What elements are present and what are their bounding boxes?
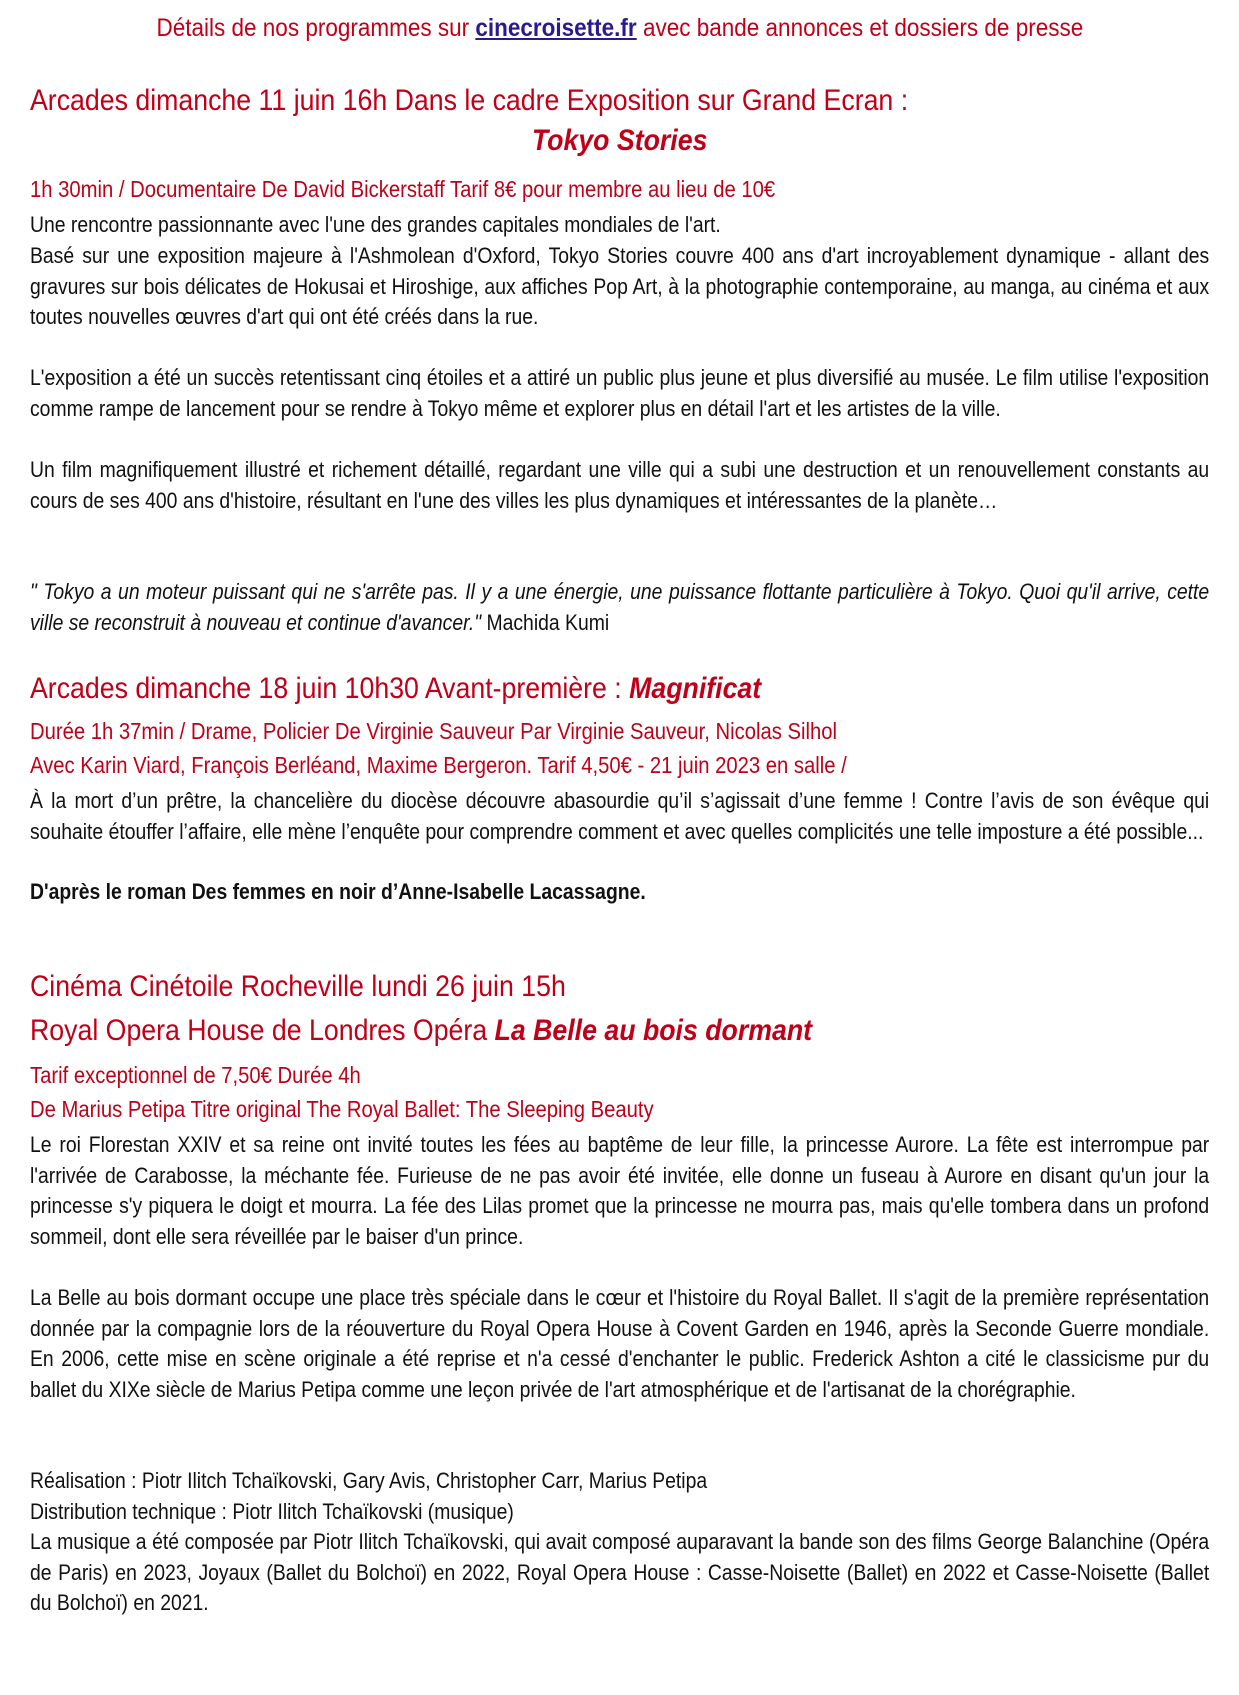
event-heading: Arcades dimanche 18 juin 10h30 Avant-première : Magnificat xyxy=(30,672,762,705)
event-details: Avec Karin Viard, François Berléand, Maxime Bergeron. Tarif 4,50€ - 21 juin 2023 en salle / xyxy=(30,752,847,778)
quote-author: Machida Kumi xyxy=(481,609,610,635)
event-heading: Cinéma Cinétoile Rocheville lundi 26 juin 15h xyxy=(30,970,566,1003)
event-details: De Marius Petipa Titre original The Royal Ballet: The Sleeping Beauty xyxy=(30,1096,654,1122)
cinecroisette-link[interactable]: cinecroisette.fr xyxy=(475,14,637,42)
event-subheading: Royal Opera House de Londres Opéra La Belle au bois dormant xyxy=(30,1014,813,1047)
event-title: Magnificat xyxy=(629,672,762,705)
event-description: À la mort d’un prêtre, la chancelière du diocèse découvre abasourdie qu’il s’agissait d’une femme ! Contre l’avis de son évêque qui souhaite étouffer l’affaire, elle mène l’enquête pour comprendre comment et avec quelles complicités une telle imposture a été possible... xyxy=(30,788,1210,844)
event-details: Durée 1h 37min / Drame, Policier De Virginie Sauveur Par Virginie Sauveur, Nicolas Silhol xyxy=(30,718,838,744)
programme-info-prefix: Détails de nos programmes sur xyxy=(156,14,476,42)
event-description: Une rencontre passionnante avec l'une des grandes capitales mondiales de l'art. xyxy=(30,212,721,237)
event-description: L'exposition a été un succès retentissant cinq étoiles et a attiré un public plus jeune et plus diversifié au musée. Le film utilise l'exposition comme rampe de lancement pour se rendre à Tokyo même et explorer plus en détail l'art et les artistes de la ville. xyxy=(30,365,1210,421)
event-quote xyxy=(30,577,1210,638)
event-credits-distribution: Distribution technique : Piotr Ilitch Tchaïkovski (musique) xyxy=(30,1499,514,1524)
programme-info-suffix: avec bande annonces et dossiers de presse xyxy=(636,14,1083,42)
quote-text: " Tokyo a un moteur puissant qui ne s'arrête pas. Il y a une énergie, une puissance flottante particulière à Tokyo. Quoi qu'il arrive, cette ville se reconstruit à nouveau et continue d'avancer." xyxy=(30,579,1210,635)
event-description: La musique a été composée par Piotr Ilitch Tchaïkovski, qui avait composé auparavant la bande son des films George Balanchine (Opéra de Paris) en 2023, Joyaux (Ballet du Bolchoï) en 2022, Royal Opera House : Casse-Noisette (Ballet) en 2022 et Casse-Noisette (Ballet du Bolchoï) en 2021. xyxy=(30,1529,1210,1616)
event-description: Basé sur une exposition majeure à l'Ashmolean d'Oxford, Tokyo Stories couvre 400 ans d'art incroyablement dynamique - allant des gravures sur bois délicates de Hokusai et Hiroshige, aux affiches Pop Art, à la photographie contemporaine, au manga, au cinéma et aux toutes nouvelles œuvres d'art qui ont été créés dans la rue. xyxy=(30,243,1210,330)
event-description: Un film magnifiquement illustré et richement détaillé, regardant une ville qui a subi une destruction et un renouvellement constants au cours de ses 400 ans d'histoire, résultant en l'une des villes les plus dynamiques et intéressantes de la planète… xyxy=(30,457,1210,513)
event-credits-realisation: Réalisation : Piotr Ilitch Tchaïkovski, Gary Avis, Christopher Carr, Marius Petipa xyxy=(30,1468,708,1493)
event-details: Tarif exceptionnel de 7,50€ Durée 4h xyxy=(30,1062,361,1088)
event-title: La Belle au bois dormant xyxy=(494,1014,813,1047)
event-source-note: D'après le roman Des femmes en noir d’Anne-Isabelle Lacassagne. xyxy=(30,879,646,904)
event-description: Le roi Florestan XXIV et sa reine ont invité toutes les fées au baptême de leur fille, la princesse Aurore. La fête est interrompue par l'arrivée de Carabosse, la méchante fée. Furieuse de ne pas avoir été invitée, elle donne un fuseau à Aurore en disant qu'un jour la princesse s'y piquera le doigt et mourra. La fée des Lilas promet que la princesse ne mourra pas, mais qu'elle tombera dans un profond sommeil, dont elle sera réveillée par le baiser d'un prince. xyxy=(30,1132,1210,1249)
event-description: La Belle au bois dormant occupe une place très spéciale dans le cœur et l'histoire du Royal Ballet. Il s'agit de la première représentation donnée par la compagnie lors de la réouverture du Royal Opera House à Covent Garden en 1946, après la Seconde Guerre mondiale. En 2006, cette mise en scène originale a été reprise et n'a cessé d'enchanter le public. Frederick Ashton a cité le classicisme pur du ballet du XIXe siècle de Marius Petipa comme une leçon privée de l'art atmosphérique et de l'artisanat de la chorégraphie. xyxy=(30,1285,1210,1402)
event-heading: Arcades dimanche 11 juin 16h Dans le cadre Exposition sur Grand Ecran : xyxy=(30,84,909,117)
event-details: 1h 30min / Documentaire De David Bickerstaff Tarif 8€ pour membre au lieu de 10€ xyxy=(30,176,776,202)
programme-info-line xyxy=(0,14,1239,43)
event-title: Tokyo Stories xyxy=(532,124,708,157)
